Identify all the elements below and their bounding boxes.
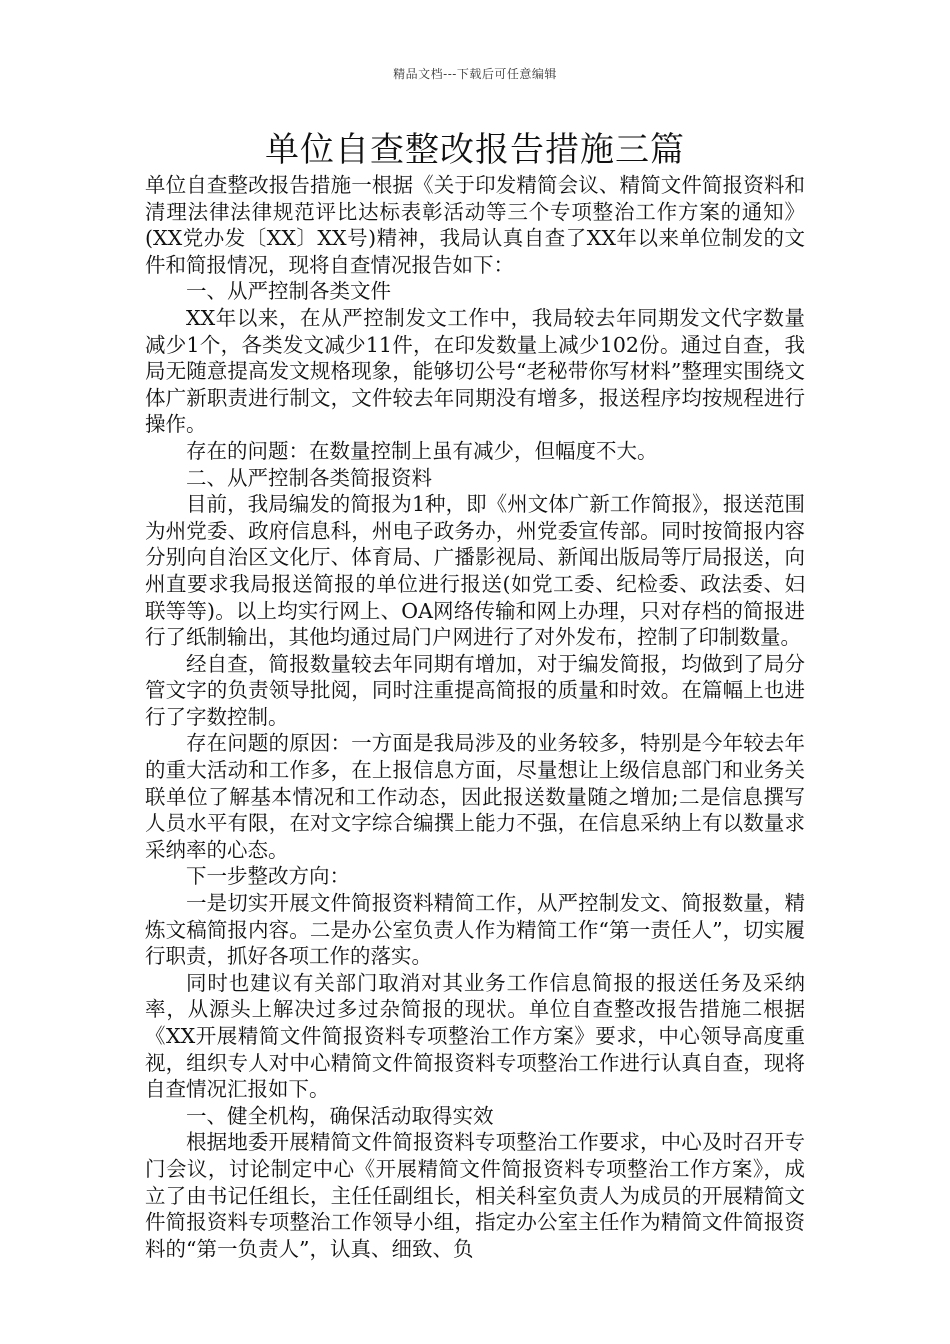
paragraph: 经自查，简报数量较去年同期有增加，对于编发简报，均做到了局分管文字的负责领导批阅，同时注重提高简报的质量和时效。在篇幅上也进行了字数控制。 [145,651,805,729]
document-body [145,172,805,1262]
section-heading-next-steps: 下一步整改方向： [186,864,350,889]
section-heading-2: 二、从严控制各类简报资料 [186,465,432,490]
paragraph: XX年以来，在从严控制发文工作中，我局较去年同期发文代字数量减少1个，各类发文减少11件，在印发数量上减少102份。通过自查，我局无随意提高发文规格现象，能够切公号“老秘带你写材料”整理实围绕文体广新职责进行制文，文件较去年同期没有增多，报送程序均按规程进行操作。 [145,305,805,437]
section-heading-3: 一、健全机构，确保活动取得实效 [186,1103,494,1128]
paragraph: 存在的问题：在数量控制上虽有减少，但幅度不大。 [186,438,658,463]
section-heading-1: 一、从严控制各类文件 [186,279,391,304]
paragraph: 存在问题的原因：一方面是我局涉及的业务较多，特别是今年较去年的重大活动和工作多，在上报信息方面，尽量想让上级信息部门和业务关联单位了解基本情况和工作动态，因此报送数量随之增加;二是信息撰写人员水平有限，在对文字综合编撰上能力不强，在信息采纳上有以数量求采纳率的心态。 [145,731,805,862]
paragraph-intro: 单位自查整改报告措施一根据《关于印发精简会议、精简文件简报资料和清理法律法律规范评比达标表彰活动等三个专项整治工作方案的通知》(XX党办发〔XX〕XX号)精神，我局认真自查了XX年以来单位制发的文件和简报情况，现将自查情况报告如下： [145,173,805,277]
paragraph: 目前，我局编发的简报为1种，即《州文体广新工作简报》，报送范围为州党委、政府信息科，州电子政务办，州党委宣传部。同时按简报内容分别向自治区文化厅、体育局、广播影视局、新闻出版局等厅局报送，向州直要求我局报送简报的单位进行报送(如党工委、纪检委、政法委、妇联等等)。以上均实行网上、OA网络传输和网上办理，只对存档的简报进行了纸制输出，其他均通过局门户网进行了对外发布，控制了印制数量。 [145,492,805,650]
paragraph: 同时也建议有关部门取消对其业务工作信息简报的报送任务及采纳率，从源头上解决过多过杂简报的现状。单位自查整改报告措施二根据《XX开展精简文件简报资料专项整治工作方案》要求，中心领导高度重视，组织专人对中心精简文件简报资料专项整治工作进行认真自查，现将自查情况汇报如下。 [145,970,805,1102]
document-title: 单位自查整改报告措施三篇 [265,130,685,170]
paragraph: 根据地委开展精简文件简报资料专项整治工作要求，中心及时召开专门会议，讨论制定中心《开展精简文件简报资料专项整治工作方案》，成立了由书记任组长，主任任副组长，相关科室负责人为成员的开展精简文件简报资料专项整治工作领导小组，指定办公室主任作为精简文件简报资料的“第一负责人”，认真、细致、负 [145,1130,805,1261]
page-header: 精品文档---下载后可任意编辑 [393,67,557,81]
paragraph: 一是切实开展文件简报资料精简工作，从严控制发文、简报数量，精炼文稿简报内容。二是办公室负责人作为精简工作“第一责任人”，切实履行职责，抓好各项工作的落实。 [145,891,805,969]
